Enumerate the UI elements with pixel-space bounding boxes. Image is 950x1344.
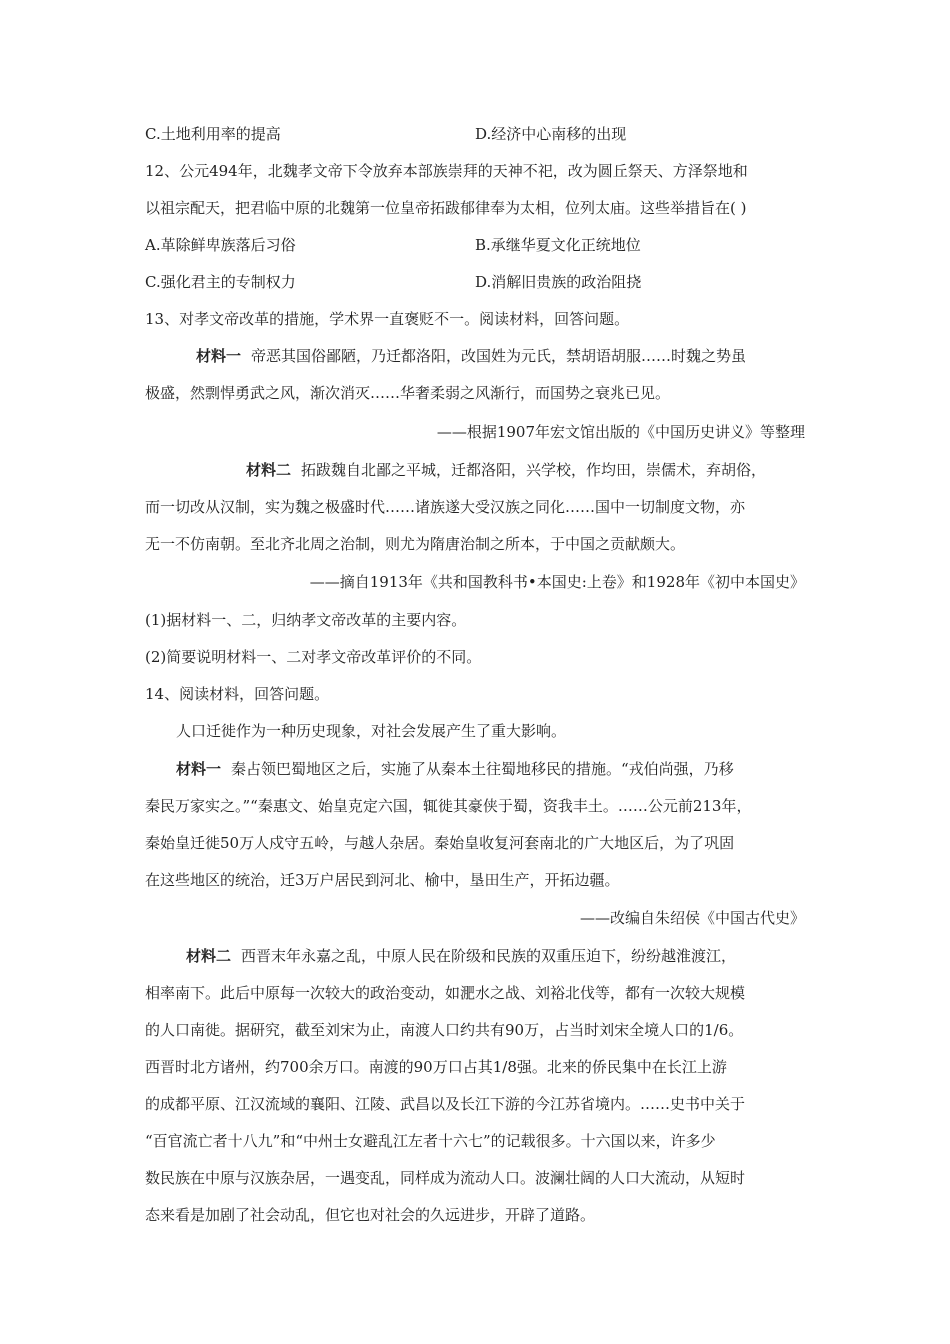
q13-material-2-line-2: 而一切改从汉制，实为魏之极盛时代……诸族遂大受汉族之同化……国中一切制度文物，亦 (145, 498, 746, 516)
q14-material-1-line-4: 在这些地区的统治，迁3万户居民到河北、榆中，垦田生产，开拓边疆。 (145, 871, 620, 889)
q14-material-2-line-2: 相率南下。此后中原每一次较大的政治变动，如淝水之战、刘裕北伐等，都有一次较大规模 (145, 984, 746, 1002)
q12-option-b: B.承继华夏文化正统地位 (475, 236, 641, 254)
q11-option-c: C.土地利用率的提高 (145, 125, 281, 143)
q14-material-1-source: ——改编自朱绍侯《中国古代史》 (579, 909, 805, 927)
q12-option-a: A.革除鲜卑族落后习俗 (145, 236, 296, 254)
q14-material-2-line-1 (186, 946, 805, 966)
q13-material-2-source: ——摘自1913年《共和国教科书•本国史:上卷》和1928年《初中本国史》 (309, 573, 805, 591)
q12-stem-line-1: 12、公元494年，北魏孝文帝下令放弃本部族崇拜的天神不祀，改为圆丘祭天、方泽祭地和 (145, 162, 748, 180)
q13-material-2-label: 材料二 (246, 461, 292, 479)
q14-material-2-label: 材料二 (186, 947, 232, 965)
q14-material-1-line-1 (176, 759, 805, 779)
q13-material-1-line-2: 极盛，然剽悍勇武之风，渐次消灭……华奢柔弱之风渐行，而国势之衰兆已见。 (145, 384, 671, 402)
q14-material-1-text-1: 秦占领巴蜀地区之后，实施了从秦本土往蜀地移民的措施。“戎伯尚强，乃移 (231, 760, 734, 778)
q11-option-d: D.经济中心南移的出现 (475, 125, 627, 143)
q13-material-1-text-1: 帝恶其国俗鄙陋，乃迁都洛阳，改国姓为元氏，禁胡语胡服……时魏之势虽 (251, 347, 747, 365)
q14-material-2-line-5: 的成都平原、江汉流域的襄阳、江陵、武昌以及长江下游的今江苏省境内。……史书中关于 (145, 1095, 746, 1113)
q13-subquestion-2: (2)简要说明材料一、二对孝文帝改革评价的不同。 (145, 648, 482, 666)
q12-options-row-2 (145, 272, 805, 292)
q14-material-1-line-3: 秦始皇迁徙50万人戍守五岭，与越人杂居。秦始皇收复河套南北的广大地区后，为了巩固 (145, 834, 735, 852)
q12-option-c: C.强化君主的专制权力 (145, 273, 296, 291)
q14-material-2-line-4: 西晋时北方诸州，约700余万口。南渡的90万口占其1/8强。北来的侨民集中在长江上游 (145, 1058, 727, 1076)
q13-subquestion-1: (1)据材料一、二，归纳孝文帝改革的主要内容。 (145, 611, 467, 629)
q12-options-row-1 (145, 235, 805, 255)
q12-option-d: D.消解旧贵族的政治阻挠 (475, 273, 642, 291)
q13-stem: 13、对孝文帝改革的措施，学术界一直褒贬不一。阅读材料，回答问题。 (145, 310, 630, 328)
q14-material-2-line-8: 态来看是加剧了社会动乱，但它也对社会的久远进步，开辟了道路。 (145, 1206, 596, 1224)
q13-material-2-line-1 (246, 460, 805, 480)
q14-intro: 人口迁徙作为一种历史现象，对社会发展产生了重大影响。 (176, 722, 567, 740)
q11-options-row (145, 124, 805, 144)
q12-stem-line-2: 以祖宗配天，把君临中原的北魏第一位皇帝拓跋郁律奉为太相，位列太庙。这些举措旨在( ) (145, 199, 747, 217)
q13-material-1-line-1 (196, 346, 805, 366)
q14-material-2-text-1: 西晋末年永嘉之乱，中原人民在阶级和民族的双重压迫下，纷纷越淮渡江， (241, 947, 737, 965)
q14-material-2-line-3: 的人口南徙。据研究，截至刘宋为止，南渡人口约共有90万，占当时刘宋全境人口的1/6。 (145, 1021, 744, 1039)
q13-material-2-text-1: 拓跋魏自北鄙之平城，迁都洛阳，兴学校，作均田，崇儒术，弃胡俗， (301, 461, 767, 479)
q13-material-1-label: 材料一 (196, 347, 242, 365)
q13-material-1-source: ——根据1907年宏文馆出版的《中国历史讲义》等整理 (436, 423, 805, 441)
q14-material-1-line-2: 秦民万家实之。”“秦惠文、始皇克定六国，辄徙其豪侠于蜀，资我丰土。……公元前213年， (145, 797, 752, 815)
q14-material-2-line-7: 数民族在中原与汉族杂居，一遇变乱，同样成为流动人口。波澜壮阔的人口大流动，从短时 (145, 1169, 746, 1187)
q14-material-1-label: 材料一 (176, 760, 222, 778)
q13-material-2-line-3: 无一不仿南朝。至北齐北周之治制，则尤为隋唐治制之所本，于中国之贡献颇大。 (145, 535, 686, 553)
q14-material-2-line-6: “百官流亡者十八九”和“中州士女避乱江左者十六七”的记载很多。十六国以来，许多少 (145, 1132, 716, 1150)
q14-stem: 14、阅读材料，回答问题。 (145, 685, 330, 703)
